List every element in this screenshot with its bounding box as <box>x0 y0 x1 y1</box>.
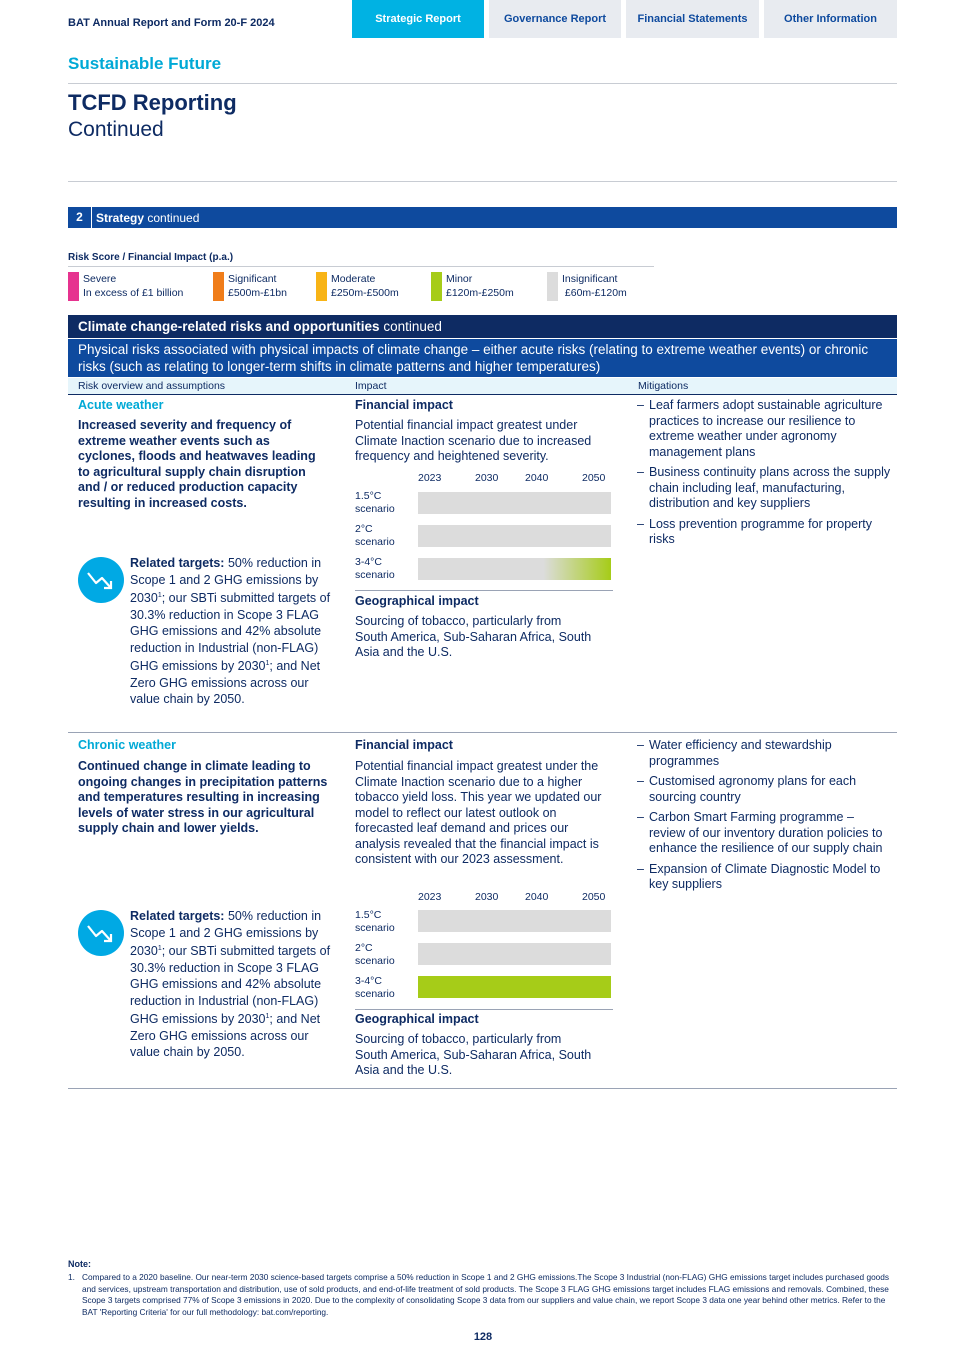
scenario-label: 2°C scenario <box>355 523 395 548</box>
geographical-impact-text: Sourcing of tobacco, particularly from South America, Sub-Saharan Africa, South Asia and the U.S. <box>355 1032 592 1077</box>
legend-label: Moderate <box>331 273 376 285</box>
document-title: BAT Annual Report and Form 20-F 2024 <box>68 17 275 29</box>
column-header-mitigations: Mitigations <box>638 380 689 392</box>
footnote-ref: 1 <box>157 592 162 599</box>
mitigation-item: – Carbon Smart Farming programme – review of our inventory duration policies to enhance the resilience of our supply chain <box>637 810 892 857</box>
legend-label: Insignificant <box>562 273 618 285</box>
year-label: 2023 <box>418 472 442 484</box>
divider <box>68 266 654 267</box>
strategy-section-bar <box>68 207 897 228</box>
legend-range: £60m-£120m <box>562 287 627 299</box>
geographical-impact-heading: Geographical impact <box>355 594 479 608</box>
scenario-bar-1-5c <box>418 492 611 514</box>
mitigation-item: – Business continuity plans across the supply chain including leaf, manufacturing, distribution and key suppliers <box>637 465 892 512</box>
targets-text: 50% reduction in Scope 1 and 2 GHG emissions by 2030 <box>130 556 322 606</box>
tab-governance-report[interactable]: Governance Report <box>489 0 621 38</box>
legend-item-severe <box>68 272 183 301</box>
year-label: 2030 <box>475 472 499 484</box>
group-title: Climate change-related risks and opportunities <box>78 319 380 334</box>
financial-impact-heading: Financial impact <box>355 738 453 752</box>
scenario-bar-2c <box>418 525 611 547</box>
table-group-title <box>68 315 897 338</box>
mitigations-list <box>637 398 892 553</box>
scenario-label: 1.5°C scenario <box>355 909 395 934</box>
group-title-suffix: continued <box>379 319 442 334</box>
legend-swatch <box>431 272 442 301</box>
table-column-headers <box>68 378 897 395</box>
mitigation-item: – Expansion of Climate Diagnostic Model to key suppliers <box>637 862 892 893</box>
targets-text: 50% reduction in Scope 1 and 2 GHG emissions by 2030 <box>130 909 322 959</box>
scenario-label: 3-4°C scenario <box>355 975 395 1000</box>
mitigations-list <box>637 738 892 898</box>
related-targets <box>130 555 335 708</box>
year-label: 2040 <box>525 891 549 903</box>
legend-item-insignificant <box>547 272 627 301</box>
footnote-ref: 1 <box>157 945 162 952</box>
tab-financial-statements[interactable]: Financial Statements <box>626 0 759 38</box>
page-title: TCFD Reporting <box>68 90 237 115</box>
legend-item-significant <box>213 272 287 301</box>
legend-range: £120m-£250m <box>446 287 514 299</box>
year-label: 2050 <box>582 472 606 484</box>
footnote-ref: 1 <box>265 1013 270 1021</box>
column-header-risk: Risk overview and assumptions <box>78 380 226 392</box>
declining-trend-icon <box>78 910 124 956</box>
year-label: 2040 <box>525 472 549 484</box>
risk-legend-heading: Risk Score / Financial Impact (p.a.) <box>68 252 234 263</box>
legend-swatch <box>547 272 558 301</box>
scenario-bar-2c <box>418 943 611 965</box>
legend-swatch <box>213 272 224 301</box>
section-heading <box>92 211 199 225</box>
legend-label: Significant <box>228 273 277 285</box>
row-divider <box>68 732 897 733</box>
legend-label: Minor <box>446 273 473 285</box>
geographical-impact-text: Sourcing of tobacco, particularly from South America, Sub-Saharan Africa, South Asia and the U.S. <box>355 614 592 659</box>
risk-title-chronic-weather: Chronic weather <box>78 738 176 752</box>
risk-description: Increased severity and frequency of extreme weather events such as cyclones, floods and heatwaves leading to agricultural supply chain disruption and / or reduced production capacity resulting in increased costs. <box>78 418 316 510</box>
legend-item-minor <box>431 272 514 301</box>
footnote-text: Compared to a 2020 baseline. Our near-term 2030 science-based targets comprise a 50% reduction in Scope 1 and 2 GHG emissions.The Scope 3 Industrial (non-FLAG) GHG emissions target includes purchased goods and services, upstream transportation and distribution, use of sold products, and end-of-life treatment of sold products. The Scope 3 FLAG GHG emissions target includes FLAG emissions and removals. Combined, these Scope 3 targets comprised 77% of Scope 3 emissions in 2020. Due to the complexity of consolidating Scope 3 data from our suppliers and value chain, we report Scope 3 data one year behind other metrics. Refer to the BAT 'Reporting Criteria' for our full methodology: bat.com/reporting. <box>82 1272 890 1317</box>
risk-title-acute-weather: Acute weather <box>78 398 164 412</box>
declining-trend-icon <box>78 557 124 603</box>
divider <box>355 590 613 591</box>
mitigation-item: – Loss prevention programme for property risks <box>637 517 892 548</box>
row-divider <box>68 1088 897 1089</box>
scenario-label: 3-4°C scenario <box>355 556 395 581</box>
section-label: Sustainable Future <box>68 54 222 73</box>
table-subgroup-title: Physical risks associated with physical impacts of climate change – either acute risks (relating to extreme weather events) or chronic risks (such as relating to longer-term shifts in climate patterns and higher temperatures) <box>68 339 897 377</box>
targets-text: ; and Net Zero GHG emissions across our value chain by 2050. <box>130 659 321 707</box>
financial-impact-text: Potential financial impact greatest under the Climate Inaction scenario due to a higher tobacco yield loss. This year we updated our model to reflect our latest outlook on forecasted leaf demand and prices our analysis revealed that the financial impact is consistent with our 2023 assessment. <box>355 759 602 866</box>
footnote-ref: 1 <box>265 660 270 668</box>
legend-swatch <box>316 272 327 301</box>
year-label: 2050 <box>582 891 606 903</box>
mitigation-item: – Customised agronomy plans for each sourcing country <box>637 774 892 805</box>
scenario-bar-1-5c <box>418 910 611 932</box>
footnote-number: 1. <box>68 1272 75 1282</box>
scenario-bar-3-4c <box>418 558 611 580</box>
scenario-label: 1.5°C scenario <box>355 490 395 515</box>
note-label: Note: <box>68 1259 91 1269</box>
targets-label: Related targets: <box>130 556 225 570</box>
targets-text: ; our SBTi submitted targets of 30.3% reduction in Scope 3 FLAG GHG emissions and 42% absolute reduction in Industrial (non-FLAG) GHG emissions by 2030 <box>130 944 331 1027</box>
legend-range: £500m-£1bn <box>228 287 287 299</box>
section-number: 2 <box>68 207 92 228</box>
financial-impact-text: Potential financial impact greatest under Climate Inaction scenario due to increased frequency and heightened severity. <box>355 418 592 463</box>
divider <box>68 181 897 182</box>
legend-swatch <box>68 272 79 301</box>
section-heading-title: Strategy <box>96 210 145 225</box>
financial-impact-heading: Financial impact <box>355 398 453 412</box>
related-targets <box>130 908 335 1061</box>
footnote <box>68 1272 898 1318</box>
legend-label: Severe <box>83 273 117 285</box>
year-label: 2023 <box>418 891 442 903</box>
targets-text: ; our SBTi submitted targets of 30.3% reduction in Scope 3 FLAG GHG emissions and 42% absolute reduction in Industrial (non-FLAG) GHG emissions by 2030 <box>130 591 331 674</box>
tab-other-information[interactable]: Other Information <box>764 0 897 38</box>
targets-label: Related targets: <box>130 909 225 923</box>
divider <box>68 83 897 84</box>
tab-strategic-report[interactable]: Strategic Report <box>352 0 484 38</box>
page-subtitle: Continued <box>68 118 164 141</box>
scenario-label: 2°C scenario <box>355 942 395 967</box>
legend-range: In excess of £1 billion <box>83 287 184 299</box>
scenario-bar-3-4c <box>418 976 611 998</box>
legend-item-moderate <box>316 272 399 301</box>
targets-text: ; and Net Zero GHG emissions across our value chain by 2050. <box>130 1012 321 1060</box>
year-label: 2030 <box>475 891 499 903</box>
column-header-impact: Impact <box>355 380 387 392</box>
divider <box>355 1009 613 1010</box>
section-heading-suffix: continued <box>144 210 200 225</box>
risk-description: Continued change in climate leading to ongoing changes in precipitation patterns and temperatures resulting in increasing levels of water stress in our agricultural supply chain and lower yields. <box>78 759 328 835</box>
mitigation-item: – Water efficiency and stewardship programmes <box>637 738 892 769</box>
page-number: 128 <box>473 1331 493 1343</box>
mitigation-item: – Leaf farmers adopt sustainable agriculture practices to increase our resilience to extreme weather under agronomy management plans <box>637 398 892 460</box>
top-navigation <box>0 0 966 38</box>
geographical-impact-heading: Geographical impact <box>355 1012 479 1026</box>
legend-range: £250m-£500m <box>331 287 399 299</box>
